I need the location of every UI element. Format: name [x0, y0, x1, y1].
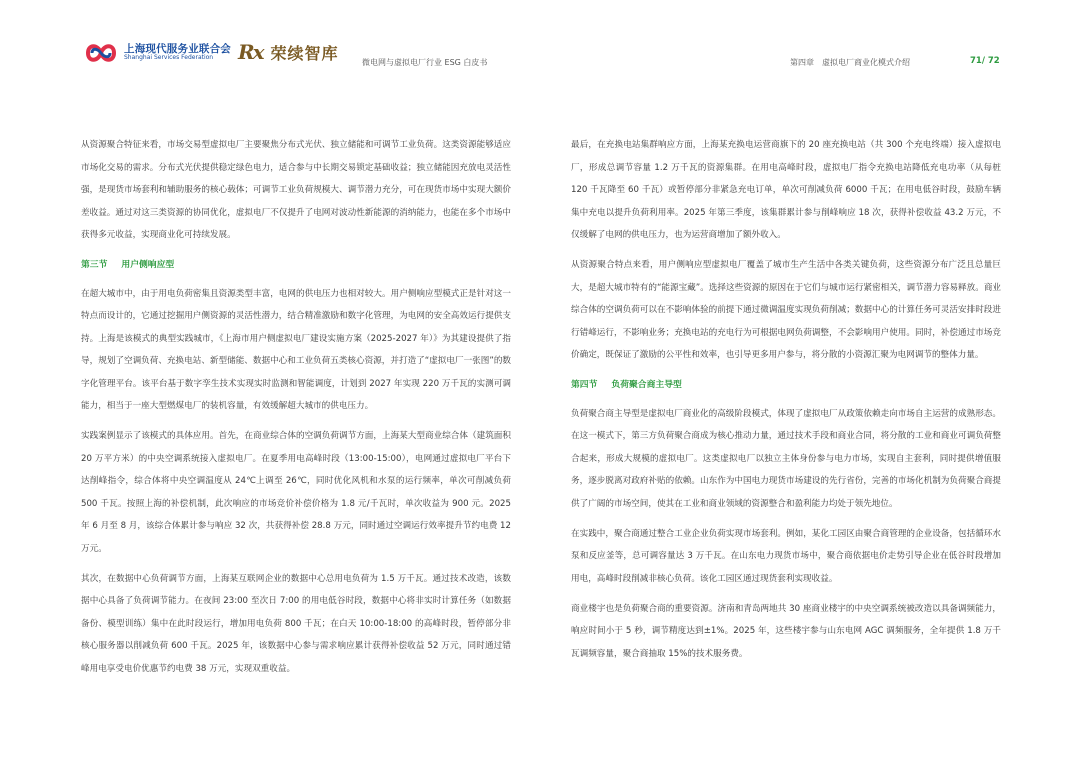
paragraph: 最后，在充换电站集群响应方面，上海某充换电运营商旗下的 20 座充换电站（共 300 个充电终端）接入虚拟电厂，形成总调节容量 1.2 万千瓦的资源集群。在用电高峰时段，虚拟电厂指令充换电站降低充电功率（从每桩 120 千瓦降至 60 千瓦）或暂停部分非紧急充电订单，单次可削减负荷 6000 千瓦；在用电低谷时段，鼓励车辆集中充电以提升负荷利用率。2025 年第三季度，该集群累计参与削峰响应 18 次，获得补偿收益 43.2 万元，不仅缓解了电网的供电压力，也为运营商增加了额外收入。 [571, 140, 1001, 240]
paragraph: 在实践中，聚合商通过整合工业企业负荷实现市场套利。例如，某化工园区由聚合商管理的企业设备，包括循环水泵和反应釜等，总可调容量达 3 万千瓦。在山东电力现货市场中，聚合商依据电价走势引导企业在低谷时段增加用电，高峰时段削减非核心负荷。该化工园区通过现货套利实现收益。 [571, 528, 1001, 584]
section-title: 负荷聚合商主导型 [611, 380, 682, 390]
brand-name: 荣续智库 [270, 43, 339, 63]
section-number: 第三节 [81, 260, 108, 270]
document-title: 微电网与虚拟电厂行业 ESG 白皮书 [362, 58, 488, 67]
right-column [571, 134, 1001, 673]
brand-logo [238, 40, 339, 64]
chapter-title: 第四章 虚拟电厂商业化模式介绍 [790, 58, 910, 67]
paragraph: 实践案例显示了该模式的具体应用。首先，在商业综合体的空调负荷调节方面，上海某大型商业综合体（建筑面积 20 万平方米）的中央空调系统接入虚拟电厂。在夏季用电高峰时段（13:00-15:00），电网通过虚拟电厂平台下达削峰指令，综合体将中央空调温度从 24℃上调至 26℃，同时优化风机和水泵的运行频率，单次可削减负荷 500 千瓦。按照上海的补偿机制，此次响应的市场竞价补偿价格为 1.8 元/千瓦时，单次收益为 900 元。2025 年 6 月至 8 月，该综合体累计参与响应 32 次，共获得补偿 28.8 万元，同时通过空调运行效率提升节约电费 12 万元。 [81, 431, 511, 554]
paragraph: 负荷聚合商主导型是虚拟电厂商业化的高级阶段模式，体现了虚拟电厂从政策依赖走向市场自主运营的成熟形态。在这一模式下，第三方负荷聚合商成为核心推动力量，通过技术手段和商业合同，将分散的工业和商业可调负荷整合起来，形成大规模的虚拟电厂。这类虚拟电厂以独立主体身份参与电力市场，实现自主套利，同时提供增值服务，逐步脱离对政府补贴的依赖。山东作为中国电力现货市场建设的先行省份，完善的市场化机制为负荷聚合商提供了广阔的市场空间，使其在工业和商业领域的资源整合和盈利能力均处于领先地位。 [571, 408, 1001, 509]
federation-logo-icon [84, 40, 118, 66]
brand-mark-icon: Rx [238, 40, 263, 64]
section-title: 用户侧响应型 [121, 260, 175, 270]
section-heading [571, 374, 1001, 397]
section-heading [81, 254, 511, 277]
paragraph: 商业楼宇也是负荷聚合商的重要资源。济南和青岛两地共 30 座商业楼宇的中央空调系统被改造以具备调频能力，响应时间小于 5 秒，调节精度达到±1%。2025 年，这些楼宇参与山东电网 AGC 调频服务，全年提供 1.8 万千瓦调频容量，聚合商抽取 15%的技术服务费。 [571, 603, 1001, 659]
paragraph: 从资源聚合特点来看，用户侧响应型虚拟电厂覆盖了城市生产生活中各类关键负荷，这些资源分布广泛且总量巨大，是超大城市特有的“能源宝藏”。选择这些资源的原因在于它们与城市运行紧密相关，调节潜力容易释放。商业综合体的空调负荷可以在不影响体验的前提下通过微调温度实现负荷削减；数据中心的计算任务可灵活安排时段进行错峰运行，不影响业务；充换电站的充电行为可根据电网负荷调整，不会影响用户使用。同时，补偿通过市场竞价确定，既保证了激励的公平性和效率，也引导更多用户参与，将分散的小资源汇聚为电网调节的整体力量。 [571, 260, 1002, 360]
paragraph: 在超大城市中，由于用电负荷密集且资源类型丰富，电网的供电压力也相对较大。用户侧响应型模式正是针对这一特点而设计的，它通过挖掘用户侧资源的灵活性潜力，结合精准激励和数字化管理，为电网的安全高效运行提供支持。上海是该模式的典型实践城市，《上海市用户侧虚拟电厂建设实施方案（2025-2027 年）》为其建设提供了指导，规划了空调负荷、充换电站、新型储能、数据中心和工业负荷五类核心资源，并打造了“虚拟电厂一张图”的数字化管理平台。该平台基于数字孪生技术实现实时监测和智能调度，计划到 2027 年实现 220 万千瓦的实测可调能力，相当于一座大型燃煤电厂的装机容量，有效缓解超大城市的供电压力。 [81, 288, 512, 411]
left-column [81, 134, 511, 688]
federation-name-cn: 上海现代服务业联合会 [124, 42, 231, 55]
paragraph: 从资源聚合特征来看，市场交易型虚拟电厂主要聚焦分布式光伏、独立储能和可调节工业负荷。这类资源能够适应市场化交易的需求。分布式光伏提供稳定绿色电力，适合参与中长期交易锁定基础收益；独立储能因充放电灵活性强，是现货市场套利和辅助服务的核心载体；可调节工业负荷规模大、调节潜力充分，可在现货市场中实现大额价差收益。通过对这三类资源的协同优化，虚拟电厂不仅提升了电网对波动性新能源的消纳能力，也能在多个市场中获得多元收益，实现商业化可持续发展。 [81, 140, 511, 240]
federation-name-en: Shanghai Services Federation [124, 54, 214, 62]
page-number: 71/ 72 [970, 56, 1000, 66]
page-header [0, 0, 1080, 80]
paragraph: 其次，在数据中心负荷调节方面，上海某互联网企业的数据中心总用电负荷为 1.5 万千瓦。通过技术改造，该数据中心具备了负荷调节能力。在夜间 23:00 至次日 7:00 的用电低谷时段，数据中心将非实时计算任务（如数据备份、模型训练）集中在此时段运行，增加用电负荷 800 千瓦；在白天 10:00-18:00 的高峰时段，暂停部分非核心服务器以削减负荷 600 千瓦。2025 年，该数据中心参与需求响应累计获得补偿收益 52 万元，同时通过错峰用电享受电价优惠节约电费 38 万元，实现双重收益。 [81, 573, 511, 674]
section-number: 第四节 [571, 380, 598, 390]
federation-logo [84, 40, 231, 66]
